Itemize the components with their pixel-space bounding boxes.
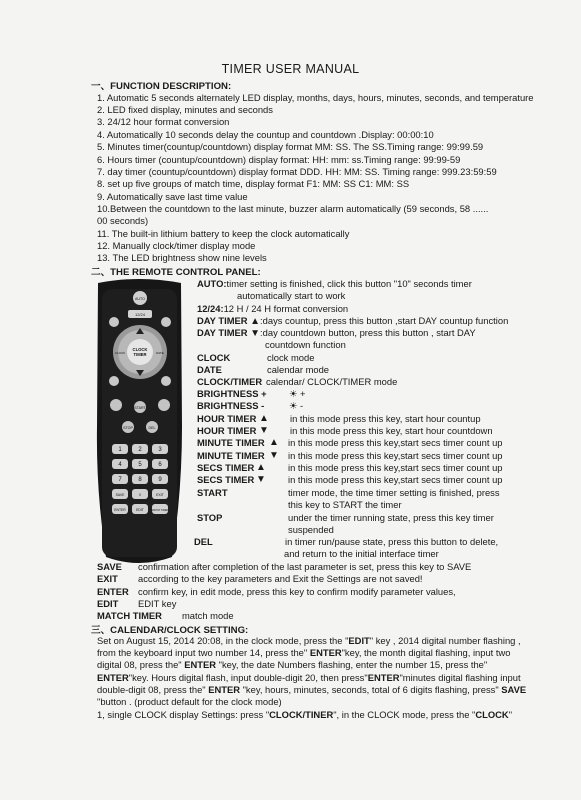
section-heading-function: 一、FUNCTION DESCRIPTION: xyxy=(91,81,232,92)
up-triangle-icon: ▲ xyxy=(250,316,261,327)
section-heading-calendar: 三、CALENDAR/CLOCK SETTING: xyxy=(91,625,249,636)
start-key: START xyxy=(197,487,228,498)
start-text2: this key to START the timer xyxy=(288,499,402,510)
match-text: match mode xyxy=(182,610,234,621)
date-key: DATE xyxy=(197,364,222,375)
enter-keyword: ENTER xyxy=(367,672,400,683)
day-timer-down-button xyxy=(161,317,171,327)
auto-text2: automatically start to work xyxy=(237,290,346,301)
clock-key: CLOCK xyxy=(197,352,231,363)
day-down-key: DAY TIMER xyxy=(197,327,248,338)
edit-text: EDIT key xyxy=(138,598,177,609)
timer-row-key: SECS TIMER xyxy=(197,462,255,473)
day-up-text: :days countup, press this button ,start DAY countup function xyxy=(260,315,509,326)
clock-tiner-keyword: CLOCK/TINER xyxy=(269,709,334,720)
timer-row-text: in this mode press this key,start secs timer count up xyxy=(288,462,503,473)
enter-text: confirm key, in edit mode, press this key to confirm modify parameter values, xyxy=(138,586,456,597)
function-item: 4. Automatically 10 seconds delay the countup and countdown .Display: 00:00:10 xyxy=(97,129,434,140)
edit-keyword: EDIT xyxy=(348,635,370,646)
function-item: 1. Automatic 5 seconds alternately LED display, months, days, hours, minutes, seconds, and temperature xyxy=(97,92,534,103)
clock-text: clock mode xyxy=(267,352,315,363)
function-item: 5. Minutes timer(countup/countdown) display format MM: SS. The SS.Timing range: 99:99.59 xyxy=(97,141,484,152)
function-item: 2. LED fixed display, minutes and seconds xyxy=(97,104,273,115)
keypad-label: 5 xyxy=(138,462,142,468)
brightness-minus-sym: ☀ - xyxy=(289,400,304,411)
clock-keyword: CLOCK xyxy=(475,709,509,720)
function-item: 9. Automatically save last time value xyxy=(97,191,248,202)
day-down-text2: countdown function xyxy=(265,339,346,350)
stop-key: STOP xyxy=(197,512,223,523)
del-key: DEL xyxy=(194,536,213,547)
brightness-minus-button xyxy=(161,376,171,386)
start-label: START xyxy=(134,406,146,410)
brightness-plus-key: BRIGHTNESS + xyxy=(197,388,267,399)
keypad-label: 3 xyxy=(158,447,162,453)
clock-timer-key: CLOCK/TIMER xyxy=(197,376,263,387)
clock-timer-text: calendar/ CLOCK/TIMER mode xyxy=(266,376,398,387)
keypad-label: 7 xyxy=(118,477,122,483)
text-span: from the keyboard input two number 14, press the" xyxy=(97,647,310,658)
text-span: "minutes digital flashing input xyxy=(399,672,521,683)
exit-text: according to the key parameters and Exit the Settings are not saved! xyxy=(138,573,423,584)
save-text: confirmation after completion of the last parameter is set, press this key to SAVE xyxy=(138,561,472,572)
calendar-line-5 xyxy=(97,684,526,695)
down-triangle-icon: ▼ xyxy=(250,328,261,339)
brightness-minus-key: BRIGHTNESS - xyxy=(197,400,265,411)
h1224-text: 12 H / 24 H format conversion xyxy=(223,303,349,314)
text-span: "key, the month digital flashing, input two xyxy=(341,647,511,658)
keypad-label: EXIT xyxy=(156,493,164,497)
up-triangle-icon: ▲ xyxy=(259,413,269,424)
down-triangle-icon: ▼ xyxy=(259,425,269,436)
enter-keyword: ENTER xyxy=(97,672,129,683)
text-span: double-digit 08, press the" xyxy=(97,684,209,695)
function-item: 12. Manually clock/timer display mode xyxy=(97,240,256,251)
brightness-plus-button xyxy=(109,376,119,386)
keypad-label: 2 xyxy=(138,447,142,453)
calendar-line-6: "button . (product default for the clock mode) xyxy=(97,696,282,707)
calendar-line-3 xyxy=(97,659,487,670)
keypad-label: 4 xyxy=(118,462,122,468)
day-down-desc xyxy=(197,327,476,339)
calendar-line-4 xyxy=(97,672,521,683)
day-up-desc xyxy=(197,315,508,327)
match-key: MATCH TIMER xyxy=(97,610,162,621)
h1224-desc xyxy=(197,303,348,314)
enter-key: ENTER xyxy=(97,586,129,597)
timer-row-key: HOUR TIMER xyxy=(197,425,257,436)
timer-row-text: in this mode press this key,start secs timer count up xyxy=(288,437,503,448)
timer-row-key: MINUTE TIMER xyxy=(197,450,265,461)
up-triangle-icon: ▲ xyxy=(269,437,279,448)
clock-label: CLOCK xyxy=(132,347,148,352)
stop-text2: suspended xyxy=(288,524,334,535)
edit-key: EDIT xyxy=(97,598,119,609)
enter-keyword: ENTER xyxy=(309,647,342,658)
text-span: "key, the date Numbers flashing, enter the number 15, press the" xyxy=(216,659,488,670)
stop-label: STOP xyxy=(123,426,133,430)
calendar-line-7 xyxy=(97,709,512,720)
timer-row-text: in this mode press this key,start secs timer count up xyxy=(288,474,503,485)
keypad-label: ENTER xyxy=(114,508,126,512)
function-item: 3. 24/12 hour format conversion xyxy=(97,116,230,127)
page-title: TIMER USER MANUAL xyxy=(221,62,360,76)
calendar-line-1 xyxy=(97,635,521,646)
minute-timer-button xyxy=(158,399,170,411)
h1224-label: 12/24 xyxy=(134,312,146,317)
text-span: Set on August 15, 2014 20:08, in the clock mode, press the " xyxy=(97,635,349,646)
del-label: DEL xyxy=(148,426,156,430)
day-timer-up-button xyxy=(109,317,119,327)
text-span: 1, single CLOCK display Settings: press " xyxy=(97,709,270,720)
keypad-label: 6 xyxy=(158,462,162,468)
function-item: 8. set up five groups of match time, display format F1: MM: SS C1: MM: SS xyxy=(97,178,410,189)
text-span: "key. Hours digital flash, input double-digit 20, then press" xyxy=(128,672,368,683)
keypad-label: 0 xyxy=(139,493,141,497)
keypad-label: 1 xyxy=(118,447,122,453)
day-up-key: DAY TIMER xyxy=(197,315,248,326)
date-text: calendar mode xyxy=(267,364,330,375)
down-triangle-icon: ▼ xyxy=(256,474,266,485)
down-triangle-icon: ▼ xyxy=(269,450,279,461)
timer-row-key: MINUTE TIMER xyxy=(197,437,265,448)
calendar-line-2 xyxy=(97,647,510,658)
function-item: 11. The built-in lithium battery to keep the clock automatically xyxy=(97,228,350,239)
auto-desc xyxy=(197,278,472,289)
up-triangle-icon: ▲ xyxy=(256,462,266,473)
auto-label: AUTO xyxy=(135,297,145,301)
text-span: " key , 2014 digital number flashing , xyxy=(369,635,521,646)
auto-text: timer setting is finished, click this button "10" seconds timer xyxy=(226,278,472,289)
text-span: ", in the CLOCK mode, press the " xyxy=(333,709,476,720)
text-span: digital 08, press the" xyxy=(97,659,185,670)
clock-side-label: CLOCK xyxy=(114,351,126,355)
function-item: 10.Between the countdown to the last minute, buzzer alarm automatically (59 seconds, 58 ...... xyxy=(97,203,489,214)
keypad-label: MATCH TIMER xyxy=(151,509,169,512)
date-side-label: DATE xyxy=(156,351,164,355)
stop-text: under the timer running state, press this key timer xyxy=(288,512,494,523)
function-item: 6. Hours timer (countup/countdown) display format: HH: mm: ss.Timing range: 99:99-59 xyxy=(97,154,461,165)
function-item: 13. The LED brightness show nine levels xyxy=(97,252,267,263)
timer-row-text: in this mode press this key,start secs timer count up xyxy=(288,450,503,461)
remote-control-image xyxy=(92,277,187,567)
keypad-label: SAVE xyxy=(115,493,125,497)
keypad-label: 9 xyxy=(158,477,162,483)
text-span: " xyxy=(508,709,513,720)
function-item: 7. day timer (countup/countdown) display format DDD. HH: MM: SS. Timing range: 999.23:59:59 xyxy=(97,166,497,177)
auto-key: AUTO: xyxy=(197,278,227,289)
text-span: "key, hours, minutes, seconds, total of 6 digits flashing, press" xyxy=(240,684,502,695)
keypad-label: EDIT xyxy=(136,508,144,512)
save-key: SAVE xyxy=(97,561,122,572)
hour-timer-button xyxy=(110,399,122,411)
keypad-label: 8 xyxy=(138,477,142,483)
day-down-text: :day countdown button, press this button , start DAY xyxy=(260,327,476,338)
timer-row-key: SECS TIMER xyxy=(197,474,255,485)
enter-keyword: ENTER xyxy=(208,684,240,695)
save-keyword: SAVE xyxy=(501,684,527,695)
timer-label: TIMER xyxy=(133,352,147,357)
timer-row-text: in this mode press this key, start hour countup xyxy=(290,413,481,424)
function-item: 00 seconds) xyxy=(97,215,149,226)
start-text: timer mode, the time timer setting is finished, press xyxy=(288,487,500,498)
del-text2: and return to the initial interface timer xyxy=(284,548,439,559)
exit-key: EXIT xyxy=(97,573,118,584)
brightness-plus-sym: ☀ + xyxy=(289,388,306,399)
timer-row-text: in this mode press this key, start hour countdown xyxy=(290,425,493,436)
del-text: in timer run/pause state, press this button to delete, xyxy=(285,536,499,547)
h1224-key: 12/24: xyxy=(197,303,224,314)
section-heading-remote: 二、THE REMOTE CONTROL PANEL: xyxy=(91,267,261,278)
timer-row-key: HOUR TIMER xyxy=(197,413,257,424)
enter-keyword: ENTER xyxy=(184,659,217,670)
